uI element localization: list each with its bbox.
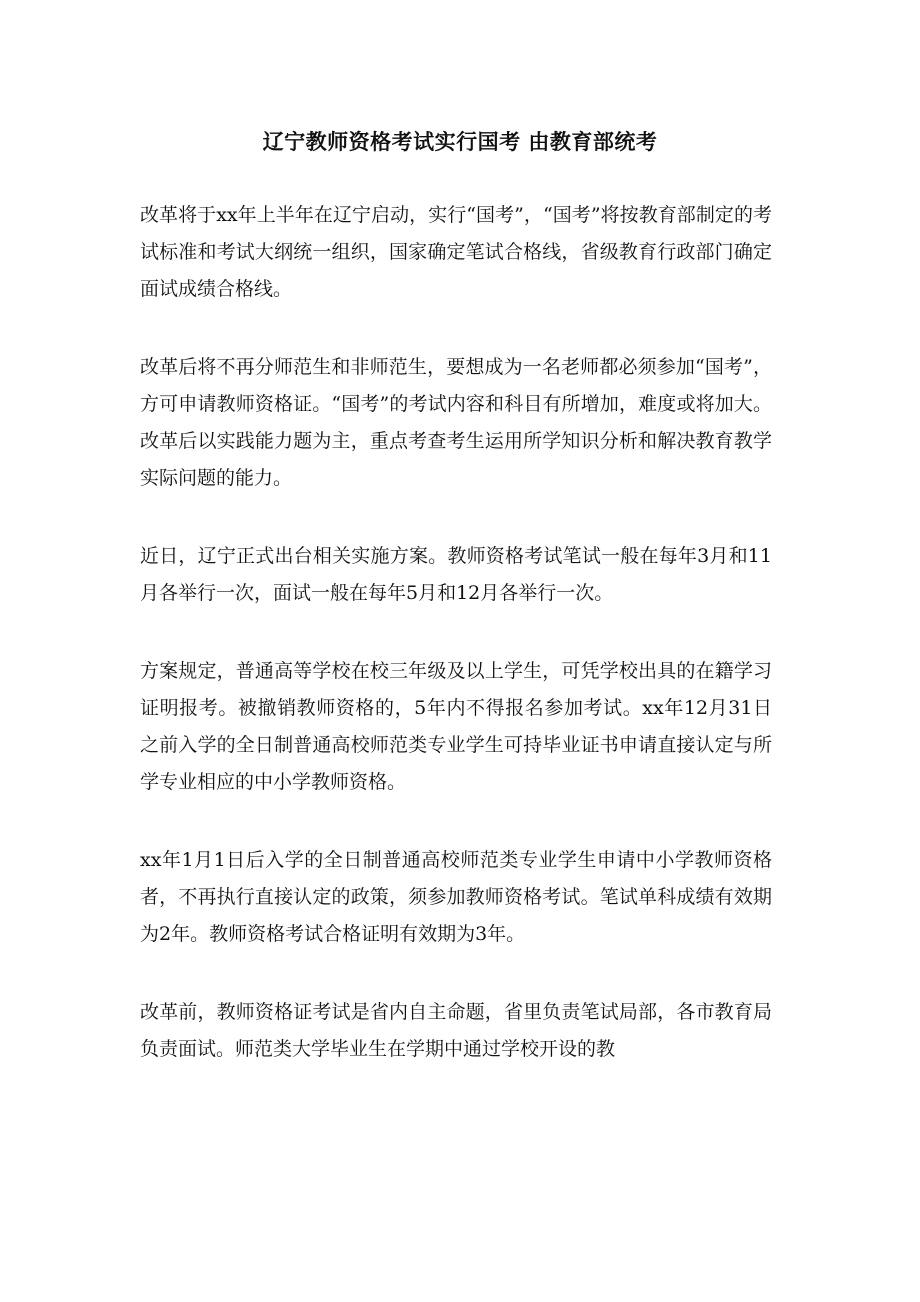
document-title: 辽宁教师资格考试实行国考 由教育部统考 — [262, 129, 658, 155]
paragraph-1: 改革将于xx年上半年在辽宁启动，实行“国考”，“国考”将按教育部制定的考试标准和考试大纲统一组织，国家确定笔试合格线，省级教育行政部门确定面试成绩合格线。 — [140, 204, 772, 300]
paragraph-2: 改革后将不再分师范生和非师范生，要想成为一名老师都必须参加“国考”，方可申请教师资格证。“国考”的考试内容和科目有所增加，难度或将加大。改革后以实践能力题为主，重点考查考生运用所学知识分析和解决教育教学实际问题的能力。 — [140, 356, 772, 489]
paragraph-4: 方案规定，普通高等学校在校三年级及以上学生，可凭学校出具的在籍学习证明报考。被撤销教师资格的，5年内不得报名参加考试。xx年12月31日之前入学的全日制普通高校师范类专业学生可持毕业证书申请直接认定与所学专业相应的中小学教师资格。 — [140, 660, 772, 793]
document-body — [140, 197, 772, 1109]
paragraph-6: 改革前，教师资格证考试是省内自主命题，省里负责笔试局部，各市教育局负责面试。师范类大学毕业生在学期中通过学校开设的教 — [140, 1001, 772, 1060]
paragraph-5: xx年1月1日后入学的全日制普通高校师范类专业学生申请中小学教师资格者，不再执行直接认定的政策，须参加教师资格考试。笔试单科成绩有效期为2年。教师资格考试合格证明有效期为3年。 — [140, 849, 772, 945]
paragraph-3: 近日，辽宁正式出台相关实施方案。教师资格考试笔试一般在每年3月和11月各举行一次，面试一般在每年5月和12月各举行一次。 — [140, 545, 772, 604]
